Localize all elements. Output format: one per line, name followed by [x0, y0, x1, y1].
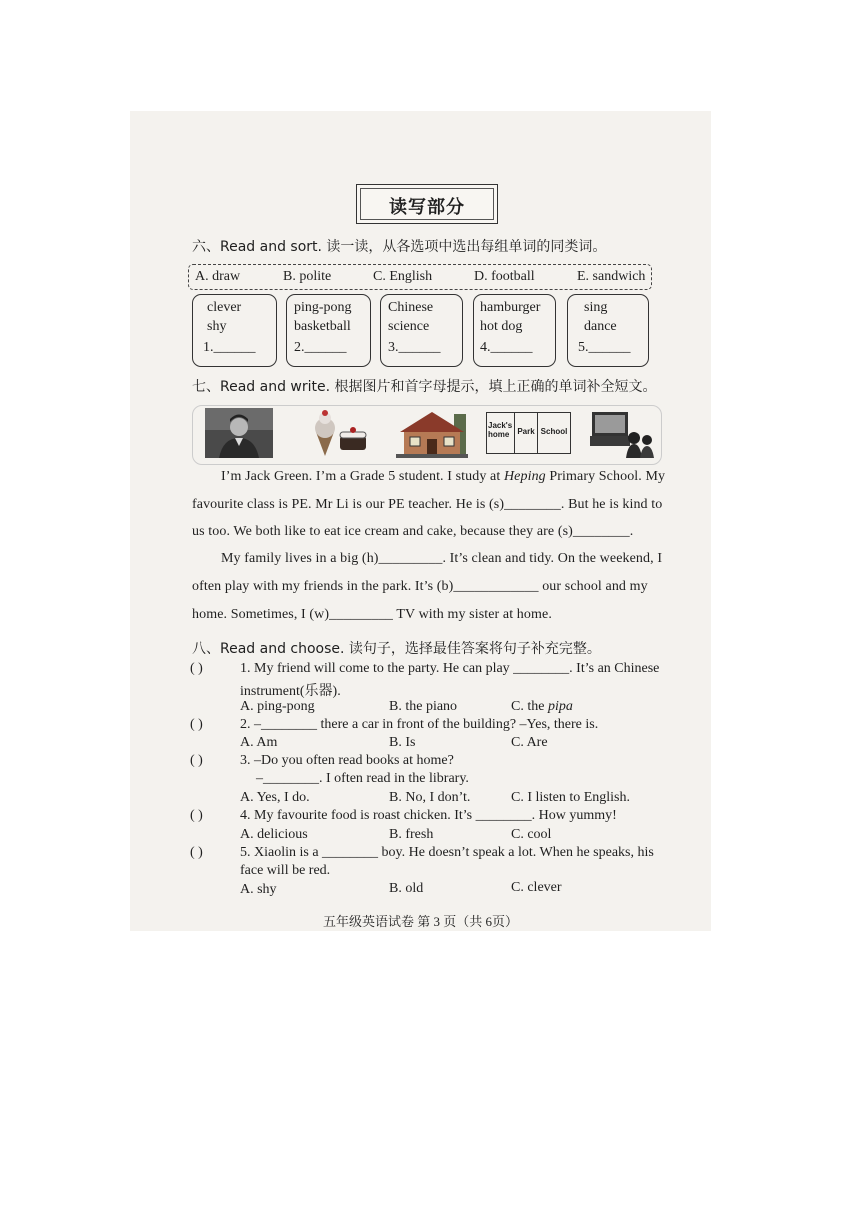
sort-word: hot dog [480, 319, 523, 334]
question-3-line-1: 3. –Do you often read books at home? [240, 753, 454, 768]
map-label-home: Jack's home [487, 413, 515, 453]
answer-blank-4[interactable]: 4.______ [480, 340, 533, 355]
passage-line-5: often play with my friends in the park. It’s (b)____________ our school and my [192, 579, 648, 594]
passage-line-3: us too. We both like to eat ice cream and cake, because they are (s)________. [192, 524, 634, 539]
sort-word: basketball [294, 319, 351, 334]
sort-box-5 [567, 294, 649, 367]
boy-picture-icon [205, 408, 273, 458]
map-label-school: School [540, 427, 568, 436]
option-1c: C. the pipa [511, 699, 573, 714]
answer-paren-2[interactable]: ( ) [190, 717, 203, 732]
option-d: D. football [474, 269, 535, 284]
word-options-box [188, 264, 652, 290]
option-4b: B. fresh [389, 827, 434, 842]
question-5-line-1: 5. Xiaolin is a ________ boy. He doesn’t speak a lot. When he speaks, his [240, 845, 654, 860]
answer-blank-3[interactable]: 3.______ [388, 340, 441, 355]
ice-cream-cake-icon [310, 408, 370, 458]
option-3c: C. I listen to English. [511, 790, 630, 805]
sort-box-2 [286, 294, 371, 367]
option-a: A. draw [195, 269, 241, 284]
passage-line-6: home. Sometimes, I (w)_________ TV with my sister at home. [192, 607, 552, 622]
sort-word: hamburger [480, 300, 541, 315]
option-3b: B. No, I don’t. [389, 790, 471, 805]
section7-heading: 七、Read and write. 根据图片和首字母提示，填上正确的单词补全短文。 [192, 379, 657, 395]
passage-line-4: My family lives in a big (h)_________. It’s clean and tidy. On the weekend, I [221, 551, 663, 566]
sort-box-4 [473, 294, 556, 367]
question-3-line-2: –________. I often read in the library. [256, 771, 469, 786]
option-5b: B. old [389, 881, 424, 896]
answer-blank-5[interactable]: 5.______ [578, 340, 631, 355]
option-2b: B. Is [389, 735, 416, 750]
option-b: B. polite [283, 269, 332, 284]
option-c: C. English [373, 269, 433, 284]
answer-paren-5[interactable]: ( ) [190, 845, 203, 860]
page-footer: 五年级英语试卷 第 3 页（共 6页） [322, 914, 518, 929]
option-5a: A. shy [240, 882, 277, 897]
page-title: 读写部分 [389, 197, 465, 217]
answer-blank-2[interactable]: 2.______ [294, 340, 347, 355]
house-icon [396, 408, 468, 458]
section-title-box [356, 184, 498, 224]
sort-word: sing [584, 300, 608, 315]
sort-word: clever [207, 300, 242, 315]
passage-line-1: I’m Jack Green. I’m a Grade 5 student. I study at Heping Primary School. My [221, 469, 666, 484]
answer-blank-1[interactable]: 1.______ [203, 340, 256, 355]
sort-word: Chinese [388, 300, 434, 315]
section8-heading: 八、Read and choose. 读句子，选择最佳答案将句子补充完整。 [192, 641, 601, 657]
option-4c: C. cool [511, 827, 552, 842]
exam-paper [130, 111, 711, 931]
question-2-line-1: 2. –________ there a car in front of the building? –Yes, there is. [240, 717, 599, 732]
option-1b: B. the piano [389, 699, 458, 714]
map-strip [486, 412, 571, 454]
sort-word: dance [584, 319, 617, 334]
option-e: E. sandwich [577, 269, 646, 284]
option-2c: C. Are [511, 735, 548, 750]
option-3a: A. Yes, I do. [240, 790, 310, 805]
question-4-line-1: 4. My favourite food is roast chicken. It’s ________. How yummy! [240, 808, 617, 823]
map-label-park: Park [515, 413, 538, 453]
answer-paren-1[interactable]: ( ) [190, 661, 203, 676]
sort-word: shy [207, 319, 227, 334]
sort-word: science [388, 319, 430, 334]
answer-paren-4[interactable]: ( ) [190, 808, 203, 823]
option-2a: A. Am [240, 735, 278, 750]
answer-paren-3[interactable]: ( ) [190, 753, 203, 768]
passage-line-2: favourite class is PE. Mr Li is our PE teacher. He is (s)________. But he is kind to [192, 497, 663, 512]
sort-box-1 [192, 294, 277, 367]
option-1a: A. ping-pong [240, 699, 315, 714]
option-5c: C. clever [511, 880, 562, 895]
section6-heading: 六、Read and sort. 读一读，从各选项中选出每组单词的同类词。 [192, 239, 607, 255]
sort-word: ping-pong [294, 300, 352, 315]
sort-box-3 [380, 294, 463, 367]
question-5-line-2: face will be red. [240, 863, 331, 878]
question-1-line-2: instrument(乐器). [240, 684, 341, 699]
question-1-line-1: 1. My friend will come to the party. He can play ________. It’s an Chinese [240, 661, 660, 676]
option-4a: A. delicious [240, 827, 308, 842]
watching-tv-icon [588, 408, 654, 458]
